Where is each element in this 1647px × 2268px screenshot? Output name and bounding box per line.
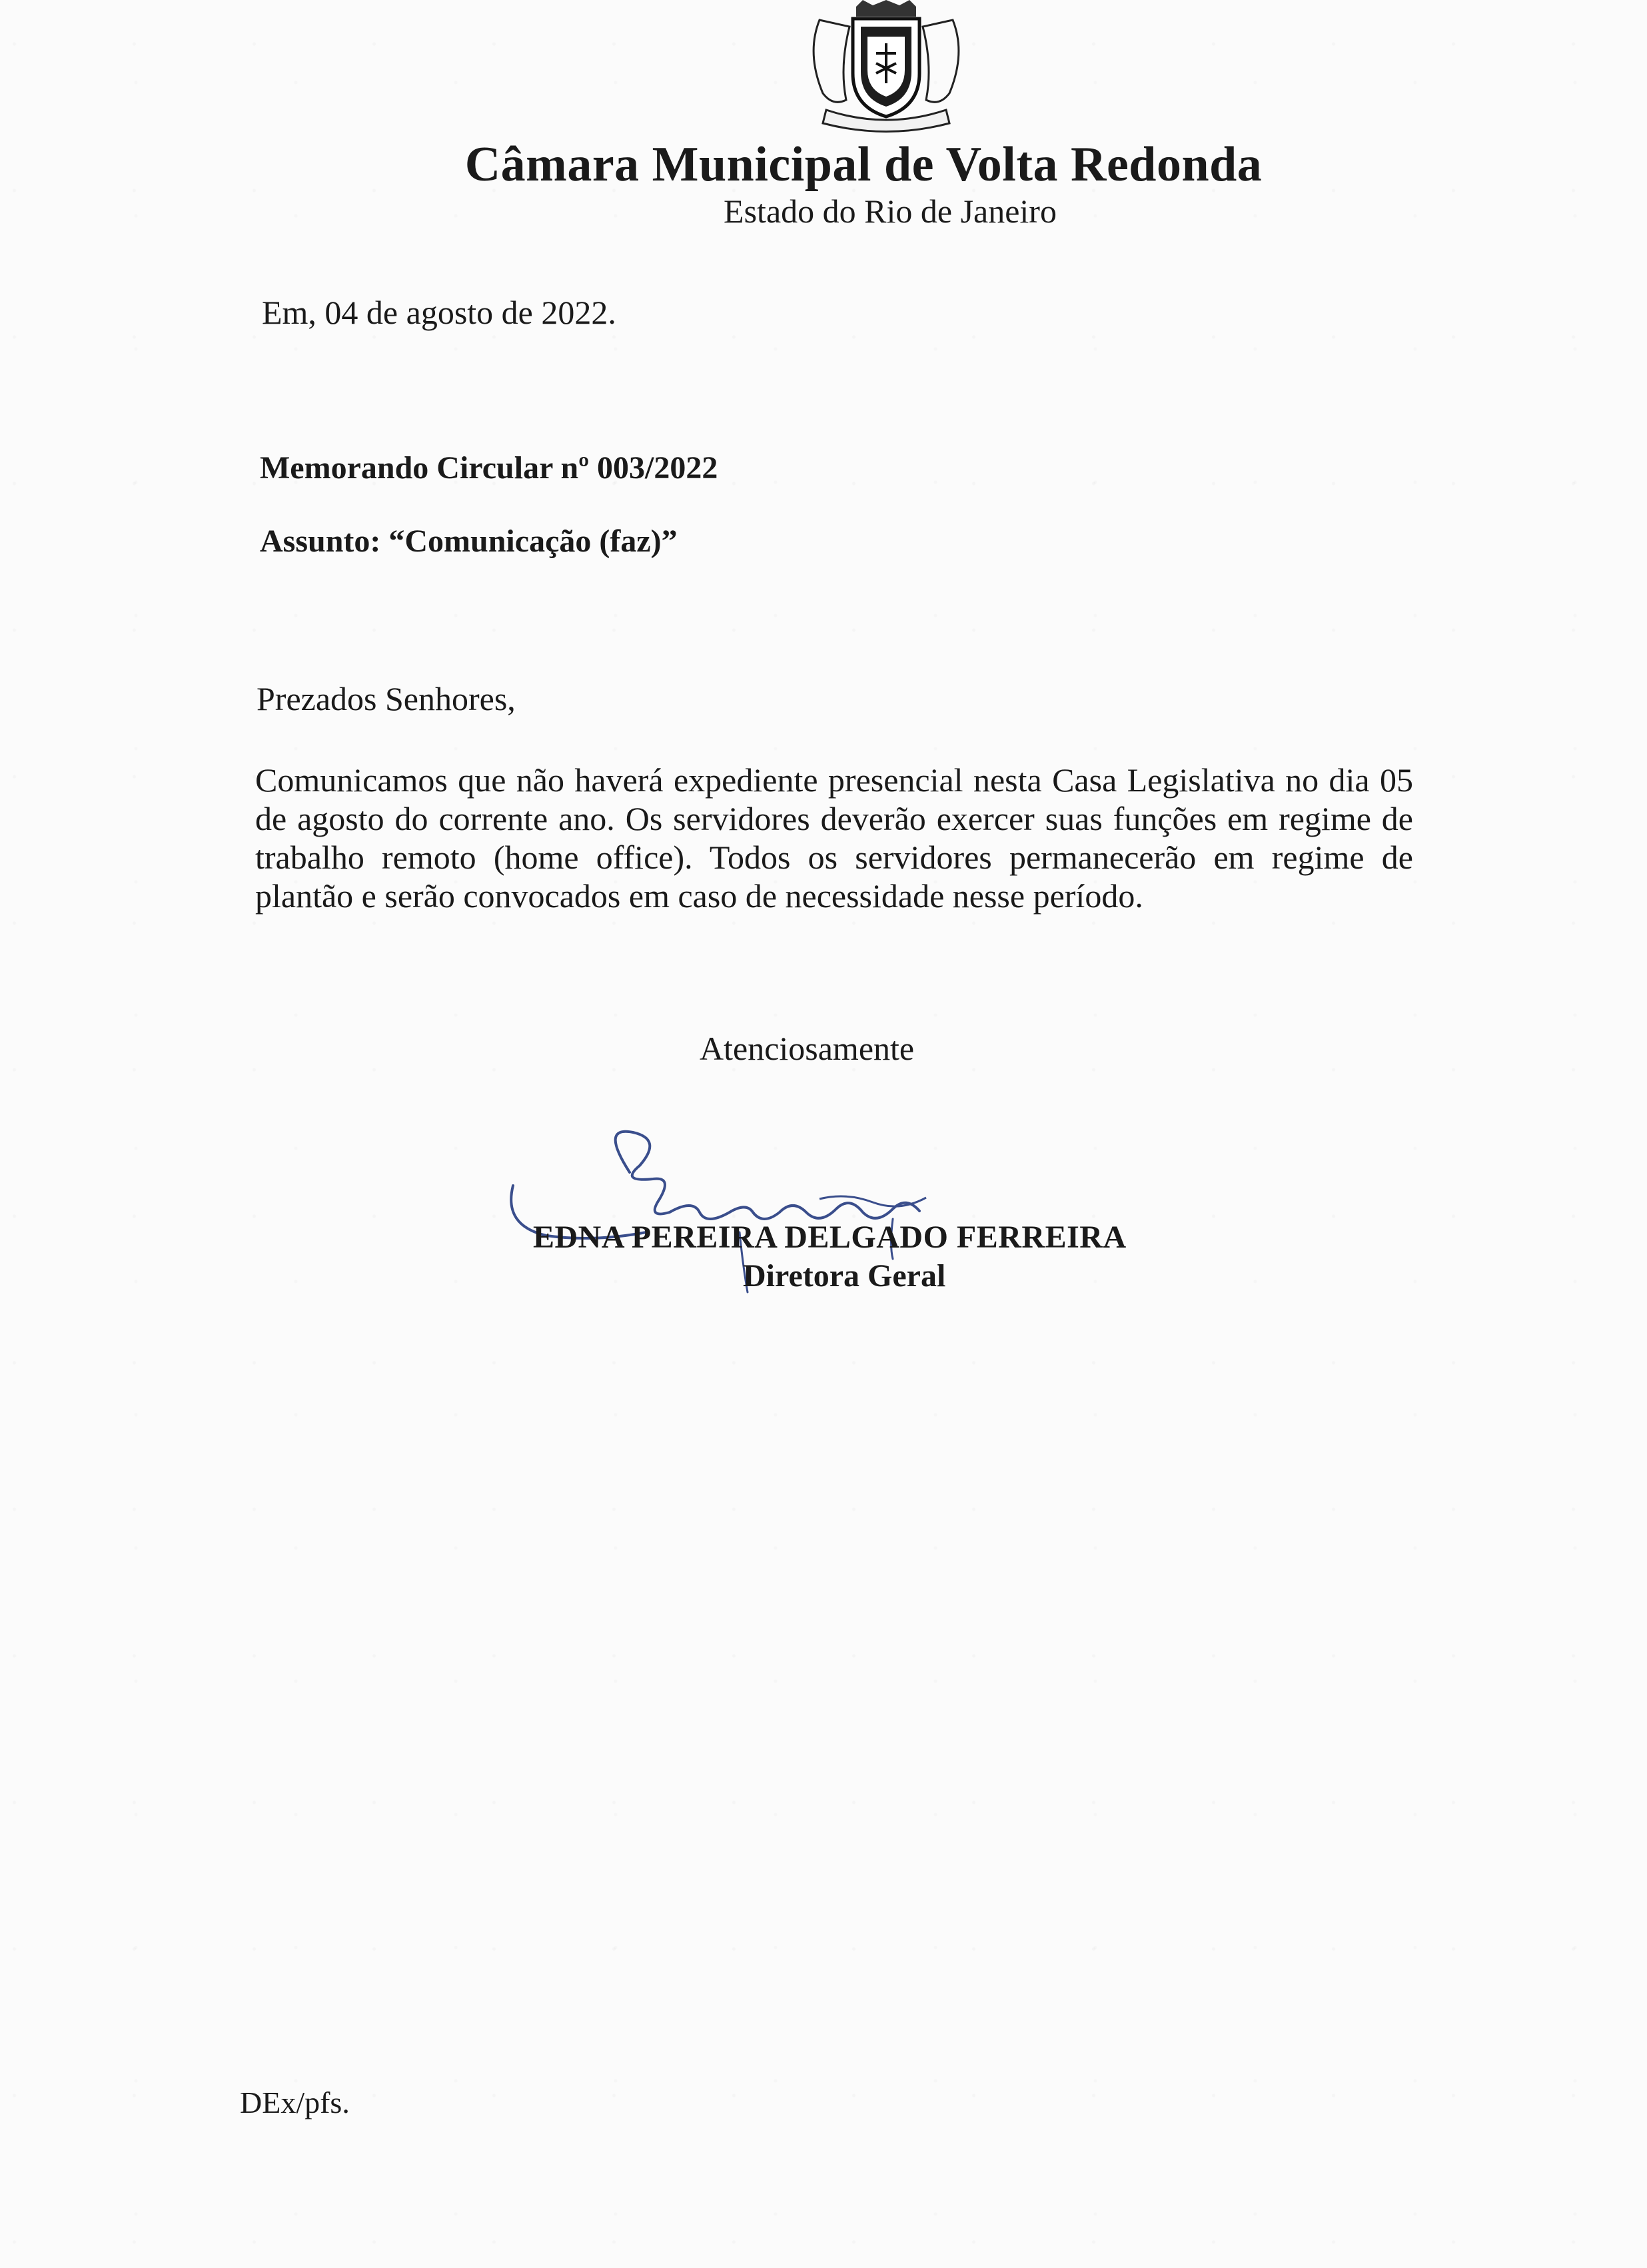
memo-subject: Assunto: “Comunicação (faz)” — [260, 524, 678, 559]
document-date: Em, 04 de agosto de 2022. — [262, 294, 616, 331]
reference-initials: DEx/pfs. — [240, 2085, 350, 2119]
institution-subtitle: Estado do Rio de Janeiro — [724, 192, 1057, 230]
closing: Atenciosamente — [700, 1030, 915, 1067]
salutation: Prezados Senhores, — [257, 680, 516, 717]
signer-title: Diretora Geral — [743, 1258, 946, 1294]
memo-number: Memorando Circular nº 003/2022 — [260, 450, 718, 486]
institution-title: Câmara Municipal de Volta Redonda — [464, 137, 1263, 192]
body-paragraph: Comunicamos que não haverá expediente presencial nesta Casa Legislativa no dia 05 de agosto do corrente ano. Os servidores deverão exercer suas funções em regime de trabalho remoto (home office). Todos os servidores permanecerão em regime de plantão e serão convocados em caso de necessidade nesse período. — [255, 761, 1413, 915]
municipal-coat-of-arms-icon — [793, 0, 979, 133]
signer-name: EDNA PEREIRA DELGADO FERREIRA — [533, 1220, 1127, 1255]
